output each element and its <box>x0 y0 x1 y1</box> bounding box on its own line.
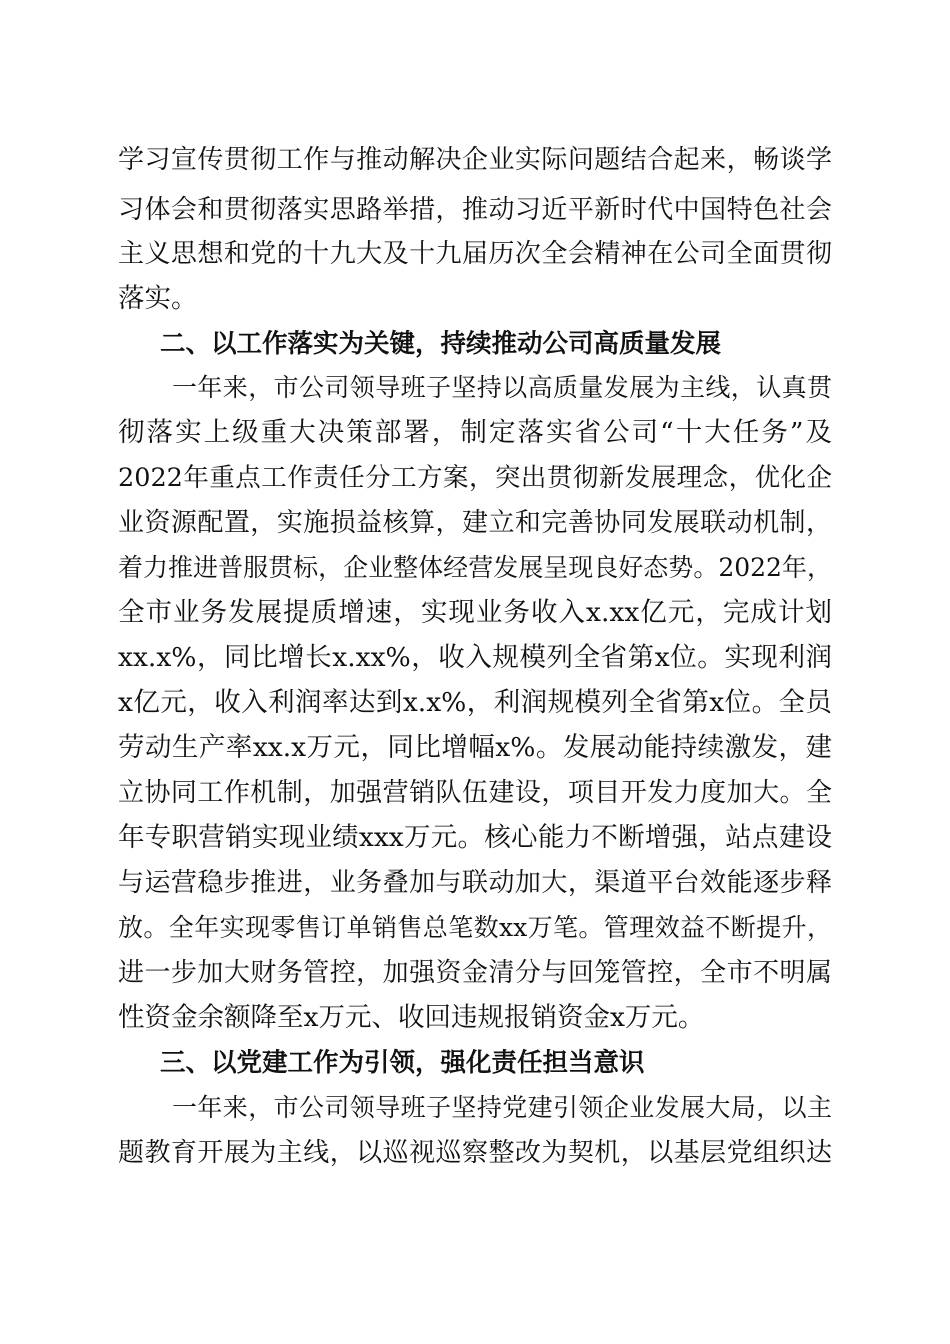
para3-line-2: 题教育开展为主线，以巡视巡察整改为契机，以基层党组织达 <box>118 1138 832 1168</box>
para1-line-4: 落实。 <box>118 283 198 314</box>
section-heading-2: 二、以工作落实为关键，持续推动公司高质量发展 <box>160 329 722 359</box>
para2-line-13: 放。全年实现零售订单销售总笔数xx万笔。管理效益不断提升， <box>118 913 832 942</box>
para1-line-1: 学习宣传贯彻工作与推动解决企业实际问题结合起来，畅谈学 <box>118 145 832 175</box>
para2-line-5: 着力推进普服贯标，企业整体经营发展呈现良好态势。2022年， <box>118 553 832 582</box>
para2-line-3: 2022年重点工作责任分工方案，突出贯彻新发展理念，优化企 <box>118 463 832 493</box>
para2-line-6: 全市业务发展提质增速，实现业务收入x.xx亿元，完成计划 <box>118 597 832 628</box>
para2-line-9: 劳动生产率xx.x万元，同比增幅x%。发展动能持续激发，建 <box>118 732 832 763</box>
para2-line-10: 立协同工作机制，加强营销队伍建设，项目开发力度加大。全 <box>118 778 832 808</box>
para2-line-14: 进一步加大财务管控，加强资金清分与回笼管控，全市不明属 <box>118 958 832 988</box>
para2-line-12: 与运营稳步推进，业务叠加与联动加大，渠道平台效能逐步释 <box>118 868 832 898</box>
para2-line-11: 年专职营销实现业绩xxx万元。核心能力不断增强，站点建设 <box>118 822 832 853</box>
para1-line-3: 主义思想和党的十九大及十九届历次全会精神在公司全面贯彻 <box>118 239 832 269</box>
para1-line-2: 习体会和贯彻落实思路举措，推动习近平新时代中国特色社会 <box>118 195 832 225</box>
section-heading-3: 三、以党建工作为引领，强化责任担当意识 <box>160 1048 645 1078</box>
para2-line-1: 一年来，市公司领导班子坚持以高质量发展为主线，认真贯 <box>172 373 832 402</box>
para2-line-15: 性资金余额降至x万元、收回违规报销资金x万元。 <box>118 1002 705 1033</box>
para2-line-7: xx.x%，同比增长x.xx%，收入规模列全省第x位。实现利润 <box>118 642 832 673</box>
para2-line-4: 业资源配置，实施损益核算，建立和完善协同发展联动机制， <box>118 508 832 538</box>
para2-line-2: 彻落实上级重大决策部署，制定落实省公司“十大任务”及 <box>118 417 832 448</box>
para2-line-8: x亿元，收入利润率达到x.x%，利润规模列全省第x位。全员 <box>118 687 832 718</box>
para3-line-1: 一年来，市公司领导班子坚持党建引领企业发展大局，以主 <box>172 1093 832 1122</box>
